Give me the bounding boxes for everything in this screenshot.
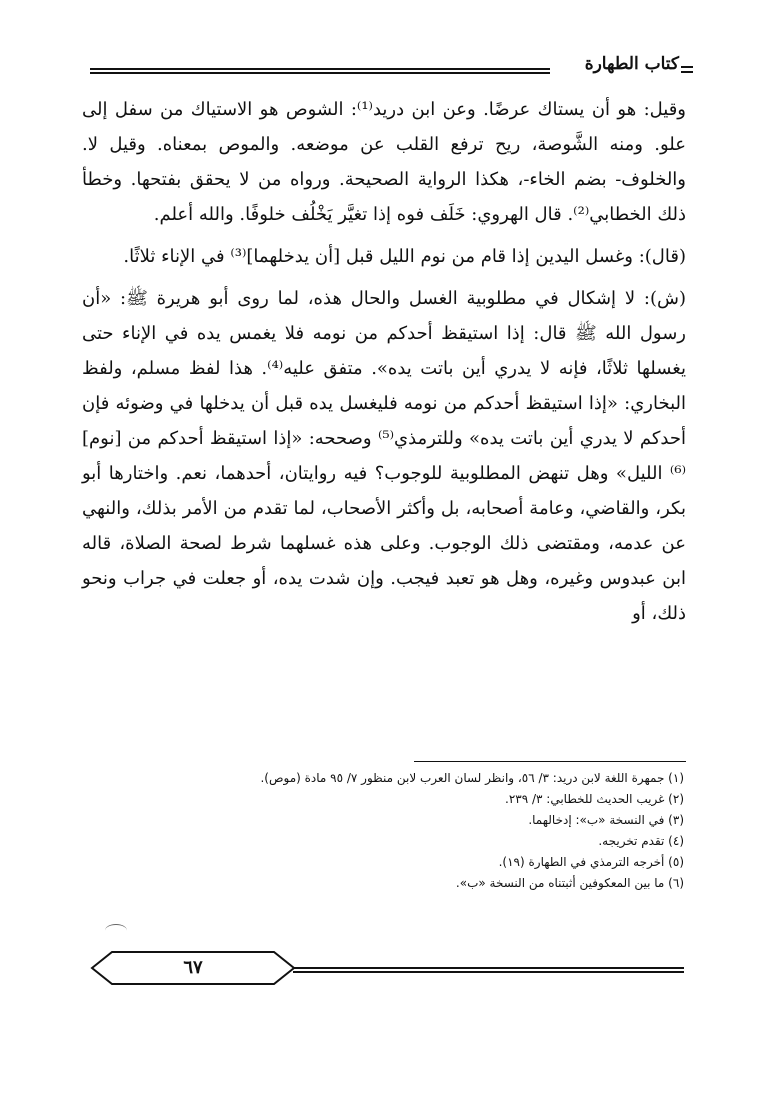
page-header bbox=[90, 50, 679, 80]
footnote: (٣) في النسخة «ب»: إدخالهما. bbox=[528, 813, 684, 827]
footnotes bbox=[120, 768, 684, 894]
main-text bbox=[82, 92, 686, 631]
pencil-mark bbox=[105, 924, 127, 937]
footnote: (٦) ما بين المعكوفين أثبتناه من النسخة «ب». bbox=[455, 876, 684, 890]
footnote: (٤) تقدم تخريجه. bbox=[598, 834, 684, 848]
paragraph: وقيل: هو أن يستاك عرضًا. وعن ابن دريد⁽¹⁾: الشوص هو الاستياك من سفل إلى علو. ومنه الشَّوصة، ريح ترفع القلب عن موضعه. والموص بمعناه. وقيل لا. والخلوف- بضم الخاء-، هكذا الرواية الصحيحة. ورواه من لا يحقق بفتحها. وخطأ ذلك الخطابي⁽²⁾. قال الهروي: خَلَف فوه إذا تغيَّر يَخْلُف خلوفًا. والله أعلم. bbox=[82, 99, 686, 225]
footnote: (٥) أخرجه الترمذي في الطهارة (١٩). bbox=[498, 855, 684, 869]
header-rule bbox=[90, 68, 550, 70]
footnote: (٢) غريب الحديث للخطابي: ٣/ ٢٣٩. bbox=[504, 792, 684, 806]
page-number: ٦٧ bbox=[183, 957, 203, 978]
footer-rule bbox=[293, 967, 684, 969]
paragraph: (ش): لا إشكال في مطلوبية الغسل والحال هذه، لما روى أبو هريرة ﷺ: «أن رسول الله ﷺ قال: إذا استيقظ أحدكم من نومه فلا يغمس يده في الإناء حتى يغسلها ثلاثًا، فإنه لا يدري أين باتت يده». متفق عليه⁽⁴⁾. هذا لفظ مسلم، ولفظ البخاري: «إذا استيقظ أحدكم من نومه فليغسل يده قبل أن يدخلها في وضوئه فإن أحدكم لا يدري أين باتت يده» وللترمذي⁽⁵⁾ وصححه: «إذا استيقظ أحدكم من [نوم]⁽⁶⁾ الليل» وهل تنهض المطلوبية للوجوب؟ فيه روايتان، أحدهما، نعم. واختارها أبو بكر، والقاضي، وعامة أصحابه، بل وأكثر الأصحاب، لما تقدم من الأمر بذلك، والنهي عن عدمه، ومقتضى ذلك الوجوب. وعلى هذه غسلهما شرط لصحة الصلاة، قاله ابن عبدوس وغيره، وهل هو تعبد فيجب. وإن شدت يده، أو جعلت في جراب ونحو ذلك، أو bbox=[82, 288, 686, 624]
footnote: (١) جمهرة اللغة لابن دريد: ٣/ ٥٦، وانظر لسان العرب لابن منظور ٧/ ٩٥ مادة (موص). bbox=[260, 771, 684, 785]
footnote-separator bbox=[414, 761, 686, 762]
page-number-frame bbox=[88, 950, 298, 986]
page-footer bbox=[88, 950, 684, 990]
paragraph: (قال): وغسل اليدين إذا قام من نوم الليل قبل [أن يدخلهما]⁽³⁾ في الإناء ثلاثًا. bbox=[123, 246, 686, 267]
title-ornament bbox=[681, 66, 693, 68]
running-title: كتاب الطهارة bbox=[584, 54, 679, 74]
